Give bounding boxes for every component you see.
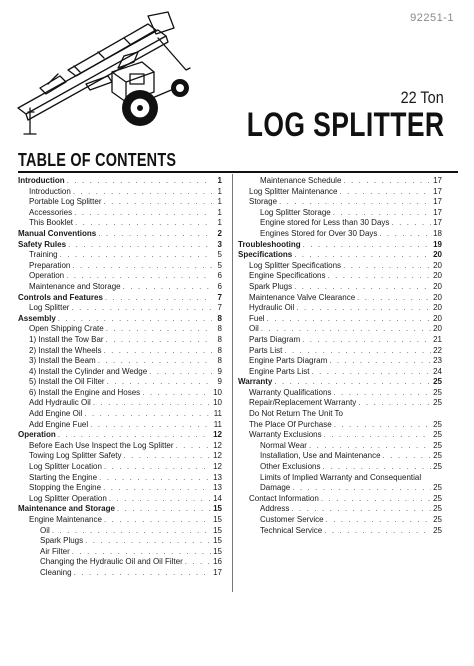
toc-entry[interactable]	[238, 250, 442, 261]
toc-entry-title: Repair/Replacement Warranty	[249, 398, 357, 408]
toc-entry-title: Engines Stored for Over 30 Days	[260, 228, 378, 238]
dot-leader	[357, 293, 431, 304]
toc-entry-title: Stopping the Engine	[29, 483, 102, 493]
dot-leader	[294, 282, 431, 293]
toc-entry[interactable]	[238, 176, 442, 187]
dot-leader	[90, 420, 212, 431]
toc-page-number: 20	[433, 271, 442, 281]
toc-entry[interactable]	[238, 293, 442, 304]
toc-entry[interactable]	[18, 250, 222, 261]
toc-entry-title: Log Splitter Specifications	[249, 260, 342, 270]
toc-entry-title: Log Splitter Maintenance	[249, 186, 338, 196]
dot-leader	[104, 197, 213, 208]
toc-entry-title: Limits of Implied Warranty and Consequential	[260, 472, 422, 482]
toc-page-number: 15	[213, 525, 222, 535]
toc-entry[interactable]	[238, 483, 442, 494]
toc-page-number: 17	[433, 218, 442, 228]
dot-leader	[98, 229, 212, 240]
toc-entry-title: Normal Wear	[260, 440, 307, 450]
toc-entry[interactable]	[238, 462, 442, 473]
toc-page-number: 25	[433, 525, 442, 535]
toc-entry[interactable]	[238, 494, 442, 505]
toc-entry-title: Address	[260, 504, 290, 514]
toc-entry[interactable]	[238, 430, 442, 441]
dot-leader	[267, 314, 432, 325]
toc-entry[interactable]	[18, 462, 222, 473]
toc-entry[interactable]	[18, 176, 222, 187]
toc-entry[interactable]	[18, 229, 222, 240]
toc-entry-title: Towing Log Splitter Safety	[29, 451, 122, 461]
toc-entry[interactable]	[18, 187, 222, 198]
dot-leader	[52, 526, 211, 537]
dot-leader	[324, 526, 431, 537]
toc-page-number: 6	[217, 281, 222, 291]
toc-entry-title: Technical Service	[260, 525, 323, 535]
dot-leader	[149, 367, 212, 378]
toc-entry[interactable]	[18, 197, 222, 208]
toc-entry-title: Specifications	[238, 250, 293, 260]
toc-entry-title: Changing the Hydraulic Oil and Oil Filter	[40, 557, 183, 567]
dot-leader	[391, 218, 431, 229]
toc-entry-title: 5) Install the Oil Filter	[29, 377, 105, 387]
dot-leader	[291, 504, 431, 515]
toc-page-number: 1	[217, 186, 222, 196]
dot-leader	[75, 218, 212, 229]
toc-page-number: 20	[433, 281, 442, 291]
toc-entry-title: Add Engine Oil	[29, 409, 83, 419]
dot-leader	[292, 483, 431, 494]
toc-entry-title: Maintenance Schedule	[260, 176, 342, 185]
dot-leader	[329, 356, 431, 367]
toc-entry[interactable]	[238, 229, 442, 240]
toc-page-number: 15	[213, 504, 222, 514]
dot-leader	[106, 324, 212, 335]
dot-leader	[343, 176, 431, 187]
dot-leader	[106, 335, 212, 346]
toc-page-number: 25	[433, 377, 442, 387]
toc-page-number: 17	[213, 567, 222, 577]
dot-leader	[73, 187, 212, 198]
toc-entry[interactable]	[18, 218, 222, 229]
dot-leader	[58, 430, 211, 441]
toc-entry-title: Engine Maintenance	[29, 515, 102, 524]
toc-entry-title: Air Filter	[40, 546, 70, 556]
toc-page-number: 8	[217, 313, 222, 323]
toc-page-number: 15	[213, 515, 222, 524]
toc-entry[interactable]	[18, 240, 222, 251]
toc-entry-title: Contact Information	[249, 493, 319, 503]
toc-entry-title: Add Hydraulic Oil	[29, 398, 91, 408]
toc-entry[interactable]	[18, 473, 222, 484]
toc-entry-title: Parts Diagram	[249, 334, 301, 344]
toc-entry[interactable]	[18, 367, 222, 378]
toc-entry-title: Accessories	[29, 207, 73, 217]
dot-leader	[107, 377, 212, 388]
toc-entry[interactable]	[238, 473, 442, 484]
dot-leader	[379, 229, 431, 240]
dot-leader	[343, 261, 431, 272]
toc-entry-title: The Place Of Purchase	[249, 419, 332, 429]
dot-leader	[185, 557, 211, 568]
toc-entry[interactable]	[238, 441, 442, 452]
toc-entry-title: Starting the Engine	[29, 472, 98, 482]
toc-entry[interactable]	[238, 197, 442, 208]
dot-leader	[326, 515, 432, 526]
toc-entry[interactable]	[18, 526, 222, 537]
toc-entry-title: Introduction	[29, 186, 71, 196]
toc-page-number: 17	[433, 176, 442, 185]
toc-page-number: 22	[433, 345, 442, 355]
toc-page-number: 8	[217, 345, 222, 355]
toc-page-number: 1	[217, 218, 222, 228]
toc-entry-title: Maintenance and Storage	[18, 504, 115, 514]
toc-page-number: 19	[433, 239, 442, 249]
dot-leader	[66, 271, 212, 282]
dot-leader	[93, 398, 211, 409]
dot-leader	[303, 240, 431, 251]
product-title: LOG SPLITTER	[246, 106, 444, 144]
toc-page-number: 25	[433, 398, 442, 408]
toc-page-number: 20	[433, 313, 442, 323]
toc-page-number: 17	[433, 186, 442, 196]
toc-entry[interactable]	[18, 451, 222, 462]
column-divider	[232, 174, 233, 592]
toc-page-number: 25	[433, 504, 442, 514]
toc-entry[interactable]	[238, 451, 442, 462]
wheel-icon	[122, 90, 158, 126]
toc-page-number: 23	[433, 356, 442, 366]
dot-leader	[72, 547, 211, 558]
toc-entry[interactable]	[238, 409, 442, 420]
toc-entry[interactable]	[238, 515, 442, 526]
toc-page-number: 3	[217, 239, 222, 249]
toc-entry-title: Warranty Exclusions	[249, 430, 322, 440]
dot-leader	[72, 261, 212, 272]
toc-entry-title: Engine stored for Less than 30 Days	[260, 218, 390, 228]
dot-leader	[60, 250, 212, 261]
toc-entry[interactable]	[238, 335, 442, 346]
toc-entry[interactable]	[18, 398, 222, 409]
dot-leader	[105, 293, 212, 304]
toc-entry[interactable]	[18, 346, 222, 357]
toc-entry-title: Cleaning	[40, 567, 72, 577]
toc-entry-title: Warranty Qualifications	[249, 387, 332, 397]
toc-page-number: 1	[217, 176, 222, 185]
toc-entry[interactable]	[238, 208, 442, 219]
toc-page-number: 10	[213, 387, 222, 397]
log-splitter-illustration	[8, 8, 198, 136]
toc-page-number: 12	[213, 430, 222, 440]
toc-entry-title: Other Exclusions	[260, 462, 321, 472]
toc-entry[interactable]	[18, 303, 222, 314]
toc-entry[interactable]	[18, 377, 222, 388]
dot-leader	[104, 462, 211, 473]
toc-entry[interactable]	[18, 388, 222, 399]
dot-leader	[279, 197, 431, 208]
toc-entry-title: 4) Install the Cylinder and Wedge	[29, 366, 148, 376]
toc-page-number: 15	[213, 546, 222, 556]
toc-page-number: 15	[213, 536, 222, 546]
toc-page-number: 25	[433, 515, 442, 524]
toc-entry-title: Training	[29, 250, 58, 260]
toc-entry-title: Storage	[249, 197, 278, 207]
toc-entry[interactable]	[18, 420, 222, 431]
dot-leader	[334, 420, 431, 431]
toc-entry-title: Maintenance Valve Clearance	[249, 292, 356, 302]
toc-entry[interactable]	[18, 515, 222, 526]
dot-leader	[274, 377, 431, 388]
toc-page-number: 7	[217, 303, 222, 313]
dot-leader	[123, 282, 212, 293]
toc-entry-title: Add Engine Fuel	[29, 419, 89, 429]
toc-entry[interactable]	[18, 271, 222, 282]
toc-entry[interactable]	[238, 356, 442, 367]
toc-entry[interactable]	[238, 420, 442, 431]
toc-entry[interactable]	[18, 557, 222, 568]
toc-page-number: 16	[213, 557, 222, 567]
toc-entry[interactable]	[18, 314, 222, 325]
toc-page-number: 18	[433, 228, 442, 238]
toc-entry-title: Hydraulic Oil	[249, 303, 295, 313]
toc-page-number: 5	[217, 260, 222, 270]
toc-entry-title: Introduction	[18, 176, 65, 185]
toc-entry-title: Operation	[18, 430, 56, 440]
toc-entry[interactable]	[18, 441, 222, 452]
dot-leader	[340, 187, 432, 198]
dot-leader	[328, 271, 432, 282]
toc-entry-title: 1) Install the Tow Bar	[29, 334, 104, 344]
toc-entry[interactable]	[238, 377, 442, 388]
toc-entry[interactable]	[238, 282, 442, 293]
toc-column-right	[238, 176, 442, 536]
toc-page-number: 17	[433, 197, 442, 207]
toc-entry[interactable]	[238, 398, 442, 409]
dot-leader	[104, 515, 211, 526]
toc-entry[interactable]	[238, 346, 442, 357]
toc-page-number: 7	[217, 292, 222, 302]
dot-leader	[74, 568, 212, 579]
toc-entry-title: Fuel	[249, 313, 265, 323]
toc-page-number: 25	[433, 387, 442, 397]
toc-page-number: 21	[433, 334, 442, 344]
dot-leader	[124, 451, 212, 462]
dot-leader	[71, 303, 212, 314]
toc-entry[interactable]	[18, 282, 222, 293]
toc-page-number: 9	[217, 366, 222, 376]
dot-leader	[311, 367, 431, 378]
toc-entry[interactable]	[18, 261, 222, 272]
toc-page-number: 20	[433, 324, 442, 334]
toc-entry[interactable]	[18, 536, 222, 547]
dot-leader	[74, 208, 212, 219]
dot-leader	[67, 176, 212, 187]
toc-page-number: 11	[213, 409, 222, 419]
toc-page-number: 1	[217, 197, 222, 207]
dot-leader	[296, 303, 431, 314]
toc-entry[interactable]	[18, 430, 222, 441]
toc-entry-title: Safety Rules	[18, 239, 67, 249]
toc-page-number: 11	[213, 419, 222, 429]
toc-entry-title: 6) Install the Engine and Hoses	[29, 387, 141, 397]
toc-entry-title: This Booklet	[29, 218, 74, 228]
document-code: 92251-1	[410, 12, 454, 24]
toc-page-number: 1	[217, 207, 222, 217]
toc-page-number: 25	[433, 419, 442, 429]
toc-column-left	[18, 176, 222, 579]
toc-entry-title: 3) Install the Beam	[29, 356, 96, 366]
toc-page-number: 25	[433, 430, 442, 440]
dot-leader	[333, 388, 431, 399]
toc-entry-title: Assembly	[18, 313, 56, 323]
toc-page-number: 8	[217, 324, 222, 334]
toc-entry-title: Oil	[40, 525, 50, 535]
toc-entry-title: Log Splitter Location	[29, 462, 102, 472]
toc-entry[interactable]	[238, 271, 442, 282]
dot-leader	[309, 441, 431, 452]
dot-leader	[99, 473, 211, 484]
toc-entry[interactable]	[18, 483, 222, 494]
toc-entry[interactable]	[238, 324, 442, 335]
toc-entry[interactable]	[238, 187, 442, 198]
product-subtitle: 22 Ton	[400, 88, 444, 107]
dot-leader	[84, 409, 211, 420]
toc-entry-title: Spark Plugs	[249, 281, 293, 291]
toc-entry[interactable]	[238, 388, 442, 399]
toc-entry-title: Controls and Features	[18, 292, 103, 302]
toc-page-number: 9	[217, 377, 222, 387]
toc-entry[interactable]	[238, 504, 442, 515]
dot-leader	[261, 324, 431, 335]
toc-entry[interactable]	[18, 356, 222, 367]
toc-entry[interactable]	[238, 314, 442, 325]
toc-entry[interactable]	[238, 367, 442, 378]
toc-page-number: 25	[433, 440, 442, 450]
toc-entry-title: Maintenance and Storage	[29, 281, 121, 291]
toc-page-number: 12	[213, 462, 222, 472]
toc-page-number: 13	[213, 472, 222, 482]
toc-entry[interactable]	[18, 409, 222, 420]
dot-leader	[58, 314, 212, 325]
toc-entry-title: Portable Log Splitter	[29, 197, 102, 207]
dot-leader	[383, 451, 432, 462]
toc-page-number: 5	[217, 250, 222, 260]
toc-entry-title: Troubleshooting	[238, 239, 301, 249]
toc-entry-title: 2) Install the Wheels	[29, 345, 102, 355]
toc-entry-title: Open Shipping Crate	[29, 324, 104, 334]
toc-entry[interactable]	[18, 568, 222, 579]
toc-entry-title: Warranty	[238, 377, 273, 387]
dot-leader	[324, 430, 431, 441]
toc-entry-title: Manual Conventions	[18, 228, 97, 238]
dot-leader	[103, 483, 211, 494]
toc-entry-title: Engine Parts Diagram	[249, 356, 328, 366]
toc-entry[interactable]	[18, 494, 222, 505]
heading-rule	[18, 171, 458, 173]
toc-entry[interactable]	[238, 218, 442, 229]
toc-entry-title: Preparation	[29, 260, 71, 270]
dot-leader	[322, 462, 431, 473]
toc-page-number: 25	[433, 483, 442, 493]
toc-page-number: 25	[433, 451, 442, 461]
toc-entry-title: Engine Parts List	[249, 366, 310, 376]
toc-page-number: 13	[213, 483, 222, 493]
toc-page-number: 12	[213, 451, 222, 461]
toc-page-number: 24	[433, 366, 442, 376]
dot-leader	[109, 494, 211, 505]
dot-leader	[294, 250, 431, 261]
toc-entry[interactable]	[18, 504, 222, 515]
dot-leader	[284, 346, 431, 357]
toc-page-number: 17	[433, 207, 442, 217]
dot-leader	[98, 356, 212, 367]
toc-entry[interactable]	[238, 240, 442, 251]
toc-entry-title: Oil	[249, 324, 259, 334]
dot-leader	[142, 388, 211, 399]
toc-entry-title: Log Splitter	[29, 303, 70, 313]
toc-entry[interactable]	[238, 261, 442, 272]
dot-leader	[117, 504, 211, 515]
toc-entry-title: Damage	[260, 483, 291, 493]
toc-page-number: 20	[433, 292, 442, 302]
dot-leader	[358, 398, 431, 409]
toc-entry-title: Installation, Use and Maintenance	[260, 451, 381, 461]
toc-page-number: 2	[217, 228, 222, 238]
toc-entry[interactable]	[238, 303, 442, 314]
toc-page-number: 25	[433, 462, 442, 472]
dot-leader	[176, 441, 212, 452]
toc-entry[interactable]	[18, 335, 222, 346]
toc-entry-title: Engine Specifications	[249, 271, 326, 281]
toc-entry-title: Do Not Return The Unit To	[249, 409, 343, 419]
toc-entry-title: Parts List	[249, 345, 283, 355]
toc-page-number: 20	[433, 303, 442, 313]
toc-heading: TABLE OF CONTENTS	[18, 150, 177, 170]
toc-entry-title: Operation	[29, 271, 65, 281]
toc-entry-title: Before Each Use Inspect the Log Splitter	[29, 440, 174, 450]
toc-entry[interactable]	[18, 547, 222, 558]
toc-page-number: 25	[433, 493, 442, 503]
toc-page-number: 6	[217, 271, 222, 281]
toc-entry[interactable]	[18, 293, 222, 304]
dot-leader	[302, 335, 431, 346]
toc-page-number: 20	[433, 250, 442, 260]
dot-leader	[333, 208, 431, 219]
toc-page-number: 8	[217, 334, 222, 344]
dot-leader	[68, 240, 212, 251]
toc-entry[interactable]	[18, 324, 222, 335]
toc-entry-title: Log Splitter Storage	[260, 207, 331, 217]
toc-page-number: 8	[217, 356, 222, 366]
toc-entry[interactable]	[18, 208, 222, 219]
toc-entry[interactable]	[238, 526, 442, 537]
toc-page-number: 20	[433, 260, 442, 270]
toc-entry-title: Spark Plugs	[40, 536, 84, 546]
dot-leader	[321, 494, 431, 505]
toc-page-number: 10	[213, 398, 222, 408]
toc-page-number: 12	[213, 440, 222, 450]
toc-entry-title: Log Splitter Operation	[29, 493, 107, 503]
dot-leader	[103, 346, 212, 357]
toc-entry-title: Customer Service	[260, 515, 324, 524]
dot-leader	[85, 536, 211, 547]
toc-page-number: 14	[213, 493, 222, 503]
